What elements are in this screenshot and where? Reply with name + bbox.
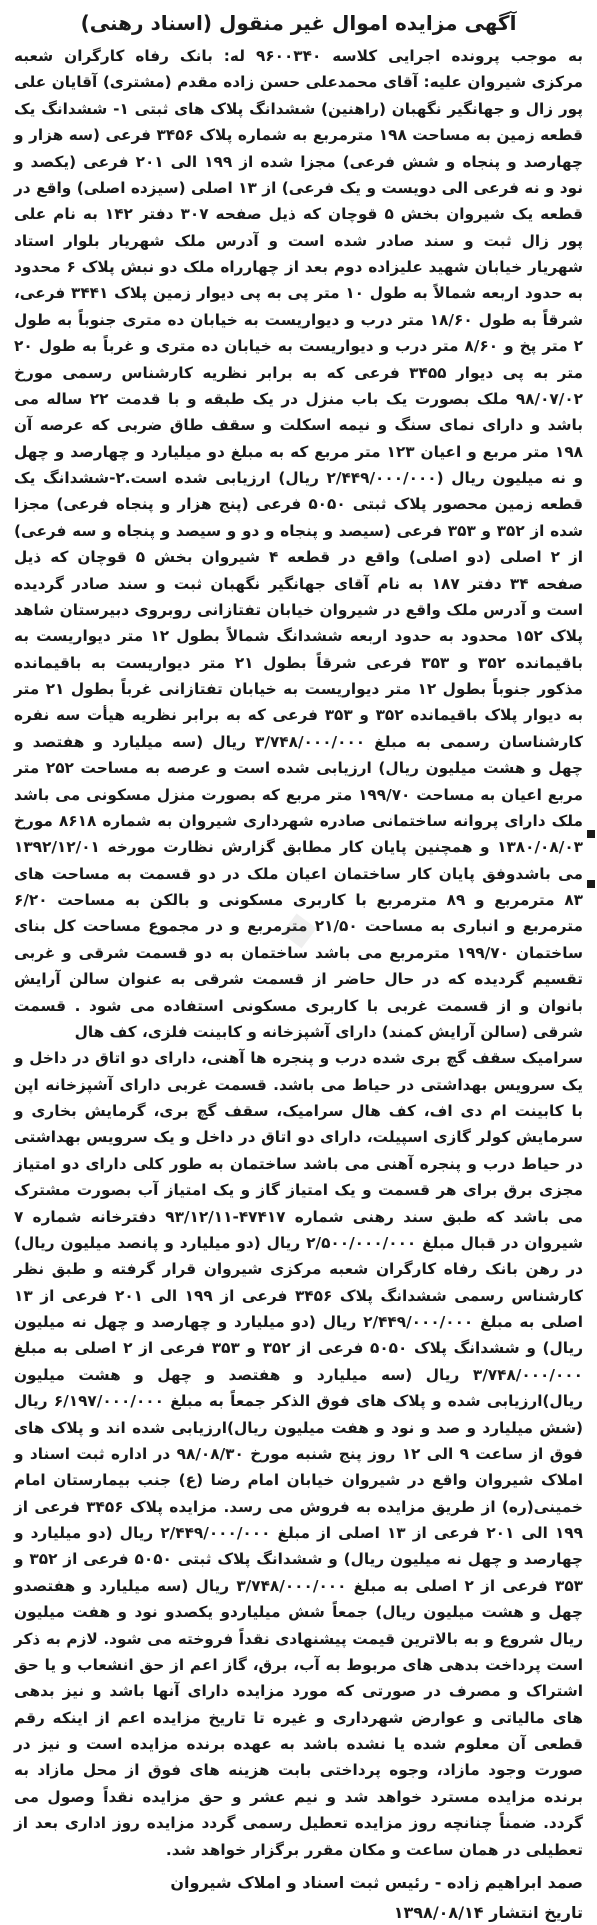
- publish-date: تاریخ انتشار ۱۳۹۸/۰۸/۱۴: [393, 1902, 583, 1922]
- margin-mark: [587, 830, 595, 838]
- notice-signature: صمد ابراهیم زاده - رئیس ثبت اسناد و املاک شیروان: [170, 1872, 583, 1892]
- notice-paragraph: سرامیک سقف گچ بری شده درب و پنجره ها آهنی، دارای دو اتاق در داخل و یک سرویس بهداشتی در حیاط می باشد. قسمت غربی دارای آشپزخانه اپن با کابینت ام دی اف، کف هال سرامیک، سقف گچ بری، گرمایش بخاری و سرمایش کولر گازی اسپیلت، دارای دو اتاق در داخل و یک سرویس بهداشتی در حیاط درب و پنجره آهنی می باشد ساختمان به طور کلی دارای دو امتیاز مجزی برق برای هر قسمت و یک امتیاز گاز و یک امتیاز آب بصورت مشترک می باشد که طبق سند رهنی شماره ۴۷۴۱۷-۹۳/۱۲/۱۱ دفترخانه شماره ۷ شیروان در قبال مبلغ ۲/۵۰۰/۰۰۰/۰۰۰ ریال (دو میلیارد و پانصد میلیون ریال) در رهن بانک رفاه کارگران شعبه مرکزی شیروان قرار گرفته و طبق نظر کارشناس رسمی ششدانگ پلاک ۳۴۵۶ فرعی از ۱۹۹ الی ۲۰۱ فرعی از ۱۳ اصلی به مبلغ ۲/۴۴۹/۰۰۰/۰۰۰ ریال (دو میلیارد و چهارصد و چهل نه میلیون ریال) و ششدانگ پلاک ۵۰۵۰ فرعی از ۳۵۲ و ۳۵۳ فرعی از ۲ اصلی به مبلغ ۳/۷۴۸/۰۰۰/۰۰۰ ریال (سه میلیارد و هفتصد و چهل و هشت میلیون ریال)ارزیابی شده و پلاک های فوق الذکر جمعاً به مبلغ ۶/۱۹۷/۰۰۰/۰۰۰ ریال (شش میلیارد و صد و نود و هفت میلیون ریال)ارزیابی شده اند و پلاک های فوق از ساعت ۹ الی ۱۲ روز پنج شنبه مورخ ۹۸/۰۸/۳۰ در اداره ثبت اسناد و املاک شیروان واقع در شیروان خیابان امام رضا (ع) جنب بیمارستان امام خمینی(ره) از طریق مزایده به فروش می رسد. مزایده پلاک ۳۴۵۶ فرعی از ۱۹۹ الی ۲۰۱ فرعی از ۱۳ اصلی از مبلغ ۲/۴۴۹/۰۰۰/۰۰۰ ریال (دو میلیارد و چهارصد و چهل نه میلیون ریال) و ششدانگ پلاک ثبتی ۵۰۵۰ فرعی از ۳۵۲ و ۳۵۳ فرعی از ۲ اصلی به مبلغ ۳/۷۴۸/۰۰۰/۰۰۰ ریال (سه میلیارد و هفتصدو چهل و هشت میلیون ریال) جمعاً شش میلیاردو یکصدو نود و هفت میلیون ریال شروع و به بالاترین قیمت پیشنهادی نقداً فروخته می شود. لازم به ذکر است پرداخت بدهی های مربوط به آب، برق، گاز اعم از حق انشعاب و یا حق اشتراک و مصرف در صورتی که مورد مزایده دارای آنها باشد و نیز بدهی های مالیاتی و عوارض شهرداری و غیره تا تاریخ مزایده اعم از اینکه رقم قطعی آن معلوم شده یا نشده باشد به عهده برنده مزایده است و نیز در صورت وجود مازاد، وجوه پرداختی بابت هزینه های فوق از محل مازاد به برنده مزایده مسترد خواهد شد و نیم عشر و حق مزایده نقداً وصول می گردد. ضمناً چنانچه روز مزایده تعطیل رسمی گردد مزایده روز اداری بعد از تعطیلی در همان ساعت و مکان مقرر برگزار خواهد شد.: [14, 1049, 584, 1859]
- notice-body: [14, 43, 583, 1863]
- notice-title: آگهی مزایده اموال غیر منقول (اسناد رهنی): [80, 11, 517, 35]
- watermark: ◆: [277, 897, 320, 957]
- margin-mark: [587, 880, 595, 888]
- notice-paragraph: به موجب پرونده اجرایی کلاسه ۹۶۰۰۳۴۰ له: بانک رفاه کارگران شعبه مرکزی شیروان علیه: آقای محمدعلی حسن زاده مقدم (مشتری) آقایان علی پور زال و جهانگیر نگهبان (راهنین) ششدانگ پلاک های ثبتی ۱- ششدانگ یک قطعه زمین به مساحت ۱۹۸ مترمربع به شماره پلاک ۳۴۵۶ فرعی (سه هزار و چهارصد و پنجاه و شش فرعی) مجزا شده از ۱۹۹ الی ۲۰۱ فرعی (یکصد و نود و نه فرعی الی دویست و یک فرعی) از ۱۳ اصلی (سیزده اصلی) واقع در قطعه یک شیروان بخش ۵ قوچان که ذیل صفحه ۳۰۷ دفتر ۱۴۲ به نام علی پور زال ثبت و سند صادر شده است و آدرس ملک شهریار بلوار استاد شهریار خیابان شهید علیزاده دوم بعد از چهارراه ملک دو نبش پلاک ۶ محدود به حدود اربعه شمالاً به طول ۱۰ متر پی به پی دیوار زمین پلاک ۳۴۴۱ فرعی، شرقاً به طول ۱۸/۶۰ متر درب و دیواریست به خیابان ده متری جنوباً به طول ۲ متر پخ و ۸/۶۰ متر درب و دیواریست به خیابان ده متری و غرباً به طول ۲۰ متر به پی دیوار ۳۴۵۵ فرعی که به برابر نظریه کارشناس رسمی مورخ ۹۸/۰۷/۰۲ ملک بصورت یک باب منزل در یک طبقه و با قدمت ۲۲ ساله می باشد و دارای نمای سنگ و نیمه اسکلت و سقف طاق ضربی که عرصه آن ۱۹۸ متر مربع و اعیان ۱۲۳ متر مربع که به مبلغ دو میلیارد و چهارصد و چهل و نه میلیون ریال (۲/۴۴۹/۰۰۰/۰۰۰ ریال) ارزیابی شده است.۲-ششدانگ یک قطعه زمین محصور پلاک ثبتی ۵۰۵۰ فرعی (پنج هزار و پنجاه فرعی) مجزا شده از ۳۵۲ و ۳۵۳ فرعی (سیصد و پنجاه و دو و سیصد و پنجاه و سه فرعی) از ۲ اصلی (دو اصلی) واقع در قطعه ۴ شیروان بخش ۵ قوچان که ذیل صفحه ۳۴ دفتر ۱۸۷ به نام آقای جهانگیر نگهبان ثبت و سند صادر گردیده است و آدرس ملک واقع در شیروان خیابان تفتازانی روبروی دبیرستان شاهد پلاک ۱۵۲ محدود به حدود اربعه ششدانگ شمالاً بطول ۱۲ متر دیواریست به باقیمانده ۳۵۲ و ۳۵۳ فرعی شرقاً بطول ۲۱ متر دیواریست به باقیمانده مذکور جنوباً بطول ۱۲ متر دیواریست به خیابان تفتازانی غرباً بطول ۲۱ متر به دیوار پلاک باقیمانده ۳۵۲ و ۳۵۳ فرعی که به برابر نظریه هیأت سه نفره کارشناسان رسمی به مبلغ ۳/۷۴۸/۰۰۰/۰۰۰ ریال (سه میلیارد و هفتصد و چهل و هشت میلیون ریال) ارزیابی شده است و عرصه به مساحت ۲۵۲ متر مربع اعیان به مساحت ۱۹۹/۷۰ متر مربع که بصورت منزل مسکونی می باشد ملک دارای پروانه ساختمانی صادره شهرداری شیروان به شماره ۸۶۱۸ مورخ ۱۳۸۰/۰۸/۰۳ و همچنین پایان کار مطابق گزارش نظارت مورخه ۱۳۹۲/۱۲/۰۱ می باشدوفق پایان کار ساختمان اعیان ملک در دو قسمت به مساحت های ۸۳ مترمربع و ۸۹ مترمربع با کاربری مسکونی و بالکن به مساحت ۶/۲۰ مترمربع و انباری به مساحت ۲۱/۵۰ مترمربع و در مجموع مساحت کل بنای ساختمان ۱۹۹/۷۰ مترمربع می باشد ساختمان به دو قسمت شرقی و غربی تقسیم گردیده که در حال حاضر از قسمت شرقی به عنوان سالن آرایش بانوان و از قسمت غربی با کاربری مسکونی استفاده می شود . قسمت شرقی (سالن آرایش کمند) دارای آشپزخانه و کابینت فلزی، کف هال: [14, 47, 584, 1041]
